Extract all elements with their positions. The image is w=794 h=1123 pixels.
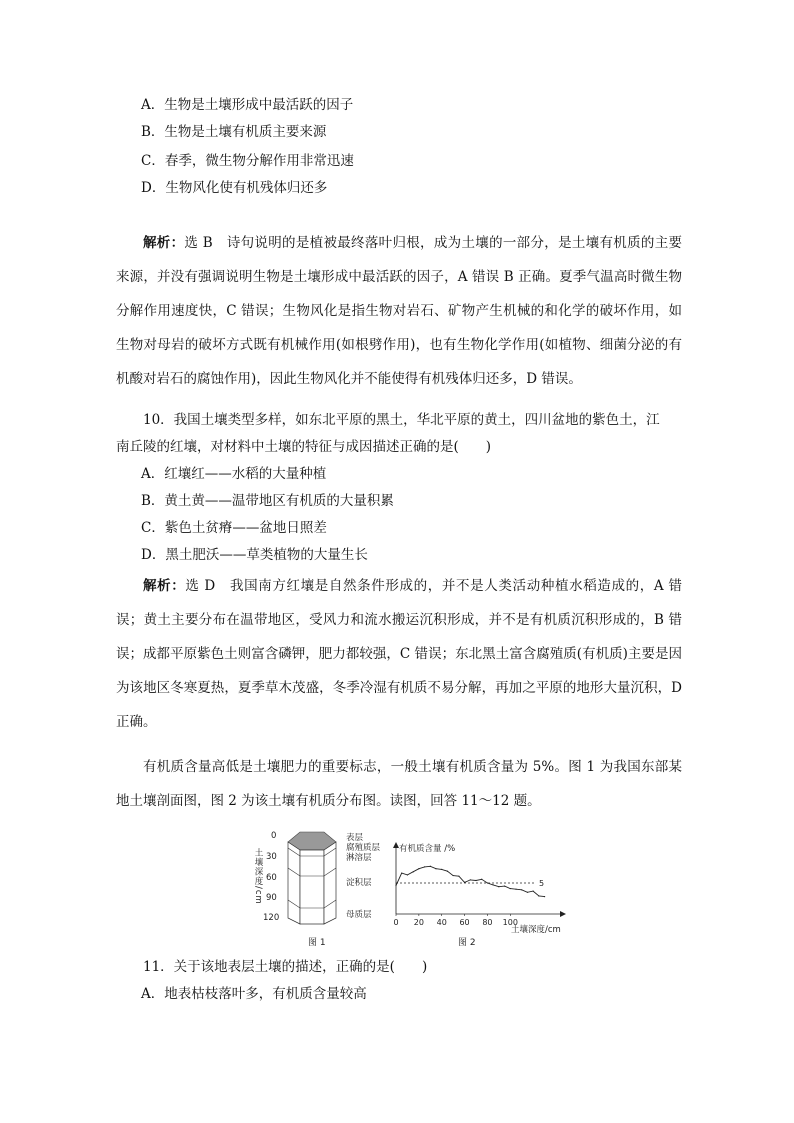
analysis-label: 解析：	[143, 578, 186, 594]
x-tick-label: 40	[436, 918, 447, 927]
data-point	[538, 895, 539, 896]
organic-matter-chart	[384, 840, 574, 930]
data-point	[424, 866, 425, 867]
q9-analysis-text: 选 B 诗句说明的是植被最终落叶归根，成为土壤的一部分，是土壤有机质的主要来源，并没有强调说明生物是土壤形成中最活跃的因子，A 错误 B 正确。夏季气温高时微生物分解作用速度快，C 错误；生物风化是指生物对岩石、矿物产生机械的和化学的破坏作用，如生物对母岩的破坏方式既有机械作用(如根劈作用)，也有生物化学作用(如植物、细菌分泌的有机酸对岩石的腐蚀作用)，因此生物风化并不能使得有机残体归还多，D 错误。	[116, 235, 682, 387]
data-point	[487, 882, 488, 883]
q9-analysis	[116, 226, 682, 396]
q10-stem-line1: 10．我国土壤类型多样，如东北平原的黑土，华北平原的黄土，四川盆地的紫色土，江	[143, 412, 660, 428]
x-tick-label: 80	[482, 918, 493, 927]
q10-analysis-text: 选 D 我国南方红壤是自然条件形成的，并不是人类活动种植水稻造成的，A 错误；黄土主要分布在温带地区，受风力和流水搬运沉积形成，并不是有机质沉积形成的，B 错误；成都平原紫色土则富含磷钾，肥力都较强，C 错误；东北黑土富含腐殖质(有机质)主要是因为该地区冬寒夏热，夏季草木茂盛，冬季冷湿有机质不易分解，再加之平原的地形大量沉积，D 正确。	[116, 578, 683, 730]
q10-option-b: B．黄土黄——温带地区有机质的大量积累	[141, 493, 394, 509]
fig1-tick-120: 120	[263, 913, 280, 923]
q10-option-d: D．黑土肥沃——草类植物的大量生长	[141, 547, 368, 563]
data-point	[533, 890, 534, 891]
reference-line-label: 5	[539, 879, 545, 888]
data-point	[464, 882, 465, 883]
layer-label-parent: 母质层	[346, 910, 372, 920]
figure-1-caption: 图 1	[308, 938, 326, 948]
fig1-tick-90: 90	[266, 893, 277, 903]
y-axis-arrow	[393, 842, 399, 848]
data-point	[504, 886, 505, 887]
q10-option-c: C．紫色土贫瘠——盆地日照差	[141, 520, 327, 536]
q9-option-d: D．生物风化使有机残体归还多	[141, 180, 328, 196]
data-point	[418, 868, 419, 869]
data-point	[395, 885, 396, 886]
data-point	[470, 879, 471, 880]
fig2-x-label: 土壤深度/cm	[511, 925, 561, 935]
data-point	[430, 866, 431, 867]
data-point	[481, 879, 482, 880]
data-point	[510, 888, 511, 889]
q11-stem: 11．关于该地表层土壤的描述，正确的是( )	[143, 959, 428, 975]
q9-option-a: A．生物是土壤形成中最活跃的因子	[141, 97, 354, 113]
q9-option-c: C．春季，微生物分解作用非常迅速	[141, 153, 354, 169]
data-point	[447, 871, 448, 872]
data-point	[458, 876, 459, 877]
fig1-tick-60: 60	[266, 873, 277, 883]
fig1-tick-0: 0	[271, 831, 277, 841]
q10-analysis	[116, 569, 682, 739]
layer-label-humus: 腐殖质层	[346, 843, 381, 853]
layer-label-surface: 表层	[346, 833, 364, 843]
profile-front-face	[300, 850, 324, 924]
data-point	[515, 889, 516, 890]
data-point	[475, 880, 476, 881]
data-point	[544, 896, 545, 897]
x-tick-label: 20	[413, 918, 424, 927]
data-point	[498, 886, 499, 887]
x-tick-label: 100	[502, 918, 518, 927]
data-point	[407, 874, 408, 875]
profile-left-face	[288, 842, 300, 924]
soil-profile-block	[280, 828, 346, 928]
fig2-y-label: 有机质含量 /%	[399, 844, 456, 854]
fig1-y-axis-label: 土壤深度/cm	[253, 848, 263, 905]
q11-option-a: A．地表枯枝落叶多，有机质含量较高	[141, 986, 367, 1002]
organic-matter-line	[396, 866, 545, 896]
q10-stem-line2: 南丘陵的红壤，对材料中土壤的特征与成因描述正确的是( )	[116, 439, 492, 455]
fig1-tick-30: 30	[266, 852, 277, 862]
data-point	[413, 871, 414, 872]
data-point	[441, 869, 442, 870]
data-point	[435, 868, 436, 869]
q9-option-b: B．生物是土壤有机质主要来源	[141, 124, 327, 140]
x-axis-arrow	[560, 911, 566, 917]
data-point	[401, 872, 402, 873]
analysis-label: 解析：	[143, 235, 185, 251]
data-point	[527, 892, 528, 893]
layer-label-illuvial: 淀积层	[346, 878, 372, 888]
x-tick-label: 60	[459, 918, 470, 927]
data-point	[493, 884, 494, 885]
x-tick-label: 0	[393, 918, 399, 927]
layer-label-eluvial: 淋溶层	[346, 853, 372, 863]
intro-paragraph: 有机质含量高低是土壤肥力的重要标志，一般土壤有机质含量为 5%。图 1 为我国东部某地土壤剖面图，图 2 为该土壤有机质分布图。读图，回答 11～12 题。	[116, 759, 682, 809]
data-point	[521, 889, 522, 890]
data-point	[453, 875, 454, 876]
profile-right-face	[324, 842, 336, 924]
q10-option-a: A．红壤红——水稻的大量种植	[141, 466, 327, 482]
figure-2-caption: 图 2	[458, 938, 476, 948]
